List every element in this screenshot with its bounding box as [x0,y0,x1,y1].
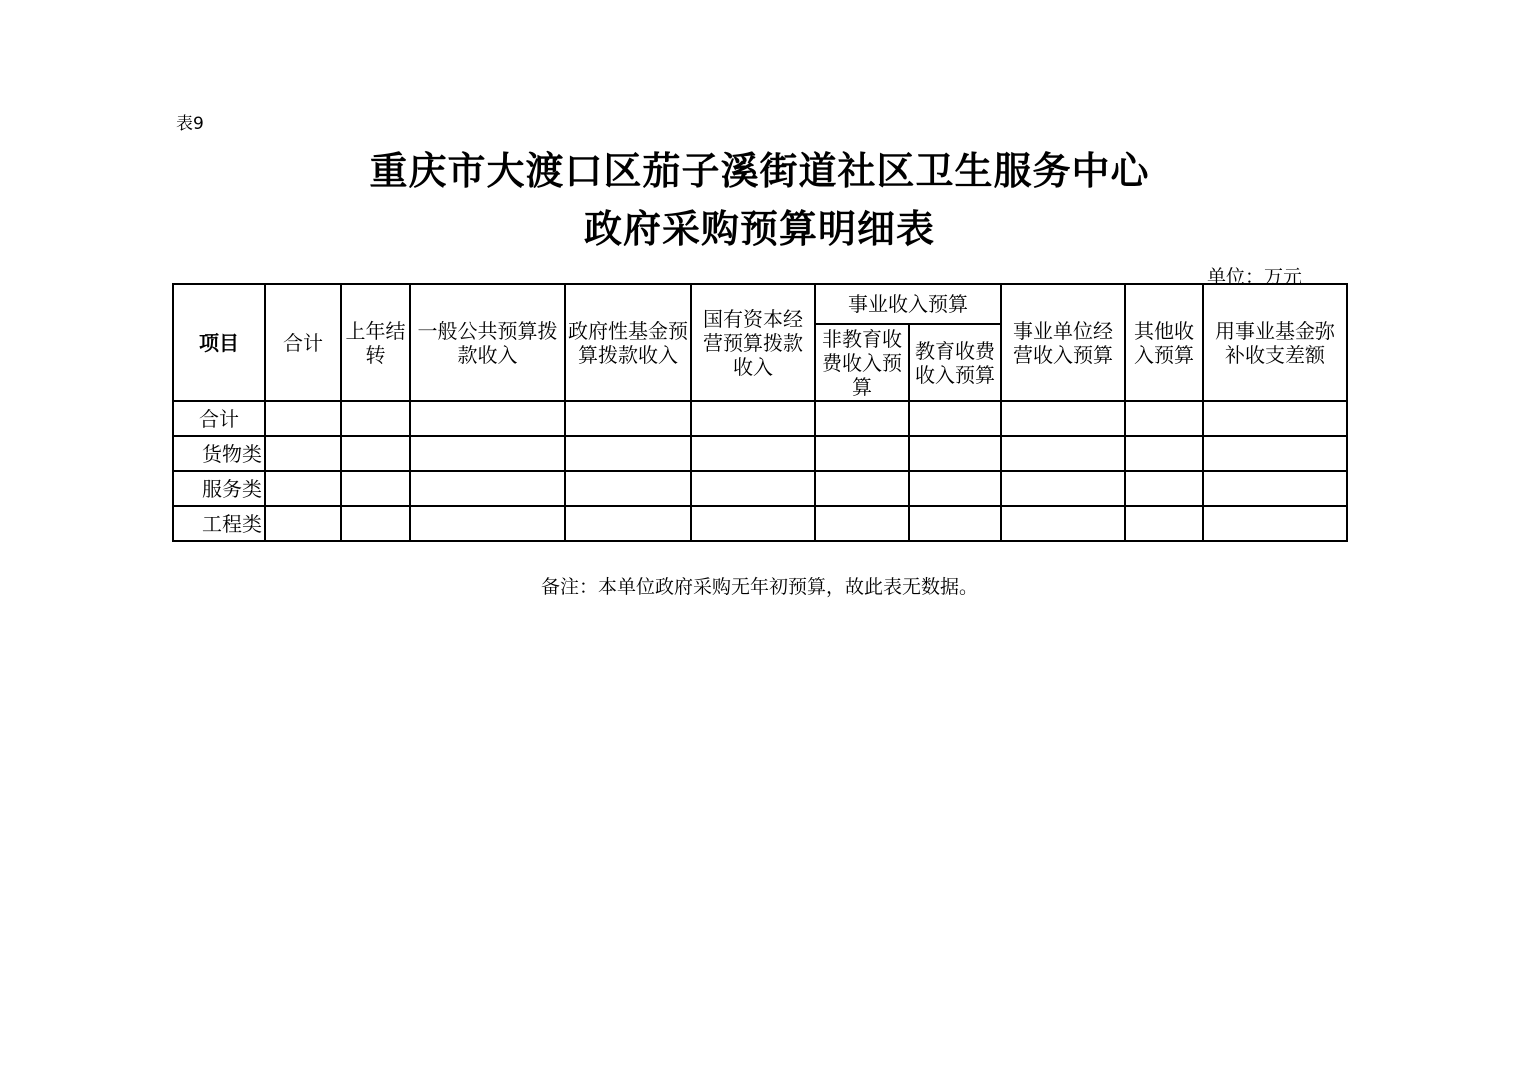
table-cell [410,401,565,436]
table-cell [341,436,410,471]
table-cell [265,506,341,541]
table-cell [815,506,909,541]
page-subtitle: 政府采购预算明细表 [583,207,935,251]
table-cell [1001,436,1125,471]
table-number: 表9 [176,114,204,134]
table-cell [1001,506,1125,541]
table-row [173,436,1347,471]
remark-note: 备注：本单位政府采购无年初预算，故此表无数据。 [540,576,978,598]
table-row [173,401,1347,436]
table-cell [1001,471,1125,506]
table-cell [815,471,909,506]
table-cell [909,471,1001,506]
table-cell [1125,506,1203,541]
table-cell [909,401,1001,436]
table-cell [909,506,1001,541]
table-cell [691,436,815,471]
table-cell [341,506,410,541]
table-cell [1203,401,1347,436]
header-other-income: 其他收入预算 [1125,284,1203,401]
table-row [173,471,1347,506]
table-cell [1125,436,1203,471]
table-cell [909,436,1001,471]
table-cell [691,506,815,541]
row-label-goods: 货物类 [173,436,265,471]
header-general-public: 一般公共预算拨款收入 [410,284,565,401]
table-cell [1125,401,1203,436]
header-carryover: 上年结转 [341,284,410,401]
header-gov-fund: 政府性基金预算拨款收入 [565,284,691,401]
header-item: 项目 [173,284,265,401]
table-cell [565,506,691,541]
procurement-budget-table [172,283,1348,542]
table-cell [815,436,909,471]
table-cell [815,401,909,436]
page-title: 重庆市大渡口区茄子溪街道社区卫生服务中心 [369,149,1150,193]
table-cell [565,471,691,506]
table-cell [565,401,691,436]
header-non-education: 非教育收费收入预算 [815,324,909,401]
table-cell [410,436,565,471]
header-operating-income: 事业单位经营收入预算 [1001,284,1125,401]
row-label-construction: 工程类 [173,506,265,541]
table-cell [410,506,565,541]
table-cell [341,471,410,506]
header-total: 合计 [265,284,341,401]
header-education: 教育收费收入预算 [909,324,1001,401]
table-cell [1125,471,1203,506]
header-business-income: 事业收入预算 [815,284,1001,324]
table-cell [265,401,341,436]
unit-label: 单位：万元 [1207,266,1303,288]
row-label-total: 合计 [173,401,265,436]
table-cell [410,471,565,506]
table-cell [1203,436,1347,471]
table-cell [1203,506,1347,541]
table-cell [1001,401,1125,436]
table-cell [1203,471,1347,506]
table-cell [341,401,410,436]
table-cell [565,436,691,471]
table-cell [265,471,341,506]
header-state-capital: 国有资本经营预算拨款收入 [691,284,815,401]
row-label-services: 服务类 [173,471,265,506]
table-cell [691,401,815,436]
table-cell [265,436,341,471]
header-fund-balance: 用事业基金弥补收支差额 [1203,284,1347,401]
table-row [173,506,1347,541]
table-cell [691,471,815,506]
